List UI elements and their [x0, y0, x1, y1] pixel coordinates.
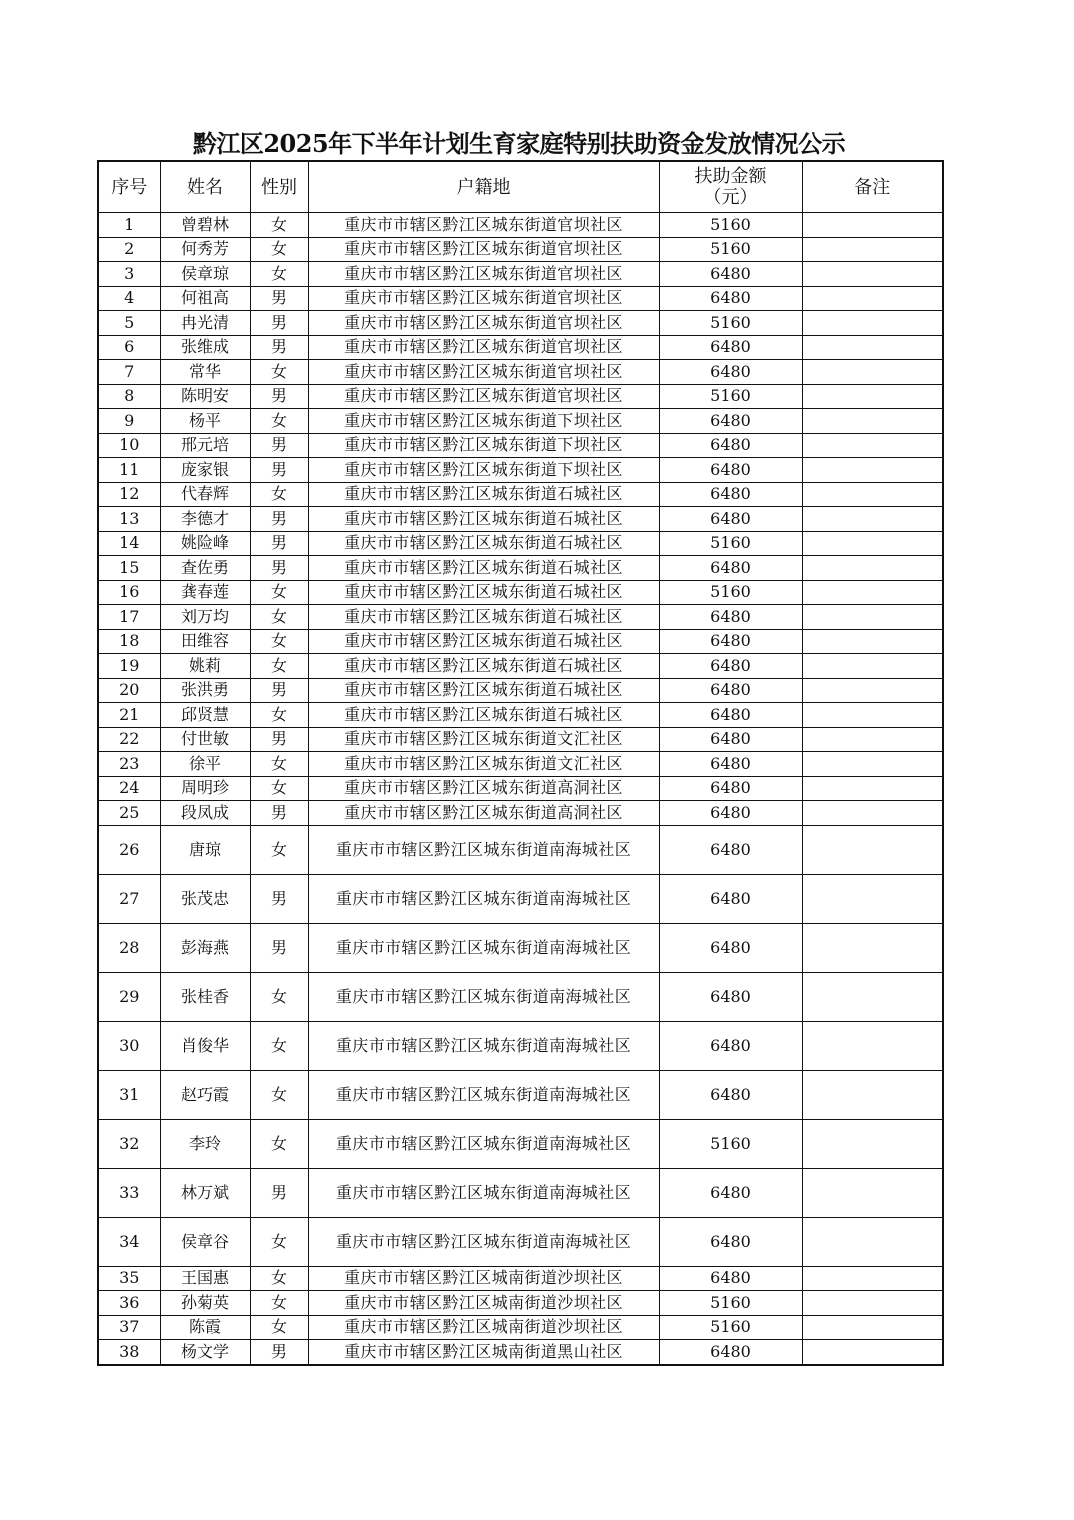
cell-remarks	[802, 825, 943, 874]
cell-gender: 女	[250, 972, 308, 1021]
cell-seq: 21	[98, 703, 160, 728]
cell-name: 孙菊英	[160, 1291, 250, 1316]
cell-seq: 25	[98, 801, 160, 826]
cell-address: 重庆市市辖区黔江区城东街道石城社区	[308, 531, 659, 556]
cell-seq: 7	[98, 360, 160, 385]
cell-seq: 30	[98, 1021, 160, 1070]
cell-seq: 18	[98, 629, 160, 654]
cell-name: 侯章琼	[160, 262, 250, 287]
cell-name: 张桂香	[160, 972, 250, 1021]
cell-gender: 女	[250, 1217, 308, 1266]
cell-seq: 13	[98, 507, 160, 532]
table-row	[98, 262, 943, 287]
cell-seq: 19	[98, 654, 160, 679]
table-row	[98, 727, 943, 752]
cell-address: 重庆市市辖区黔江区城东街道石城社区	[308, 654, 659, 679]
cell-amount: 6480	[659, 1340, 802, 1365]
cell-remarks	[802, 1070, 943, 1119]
cell-gender: 男	[250, 458, 308, 483]
table-row	[98, 556, 943, 581]
cell-address: 重庆市市辖区黔江区城东街道文汇社区	[308, 752, 659, 777]
cell-seq: 12	[98, 482, 160, 507]
cell-address: 重庆市市辖区黔江区城东街道南海城社区	[308, 1021, 659, 1070]
cell-address: 重庆市市辖区黔江区城东街道官坝社区	[308, 335, 659, 360]
table-row	[98, 801, 943, 826]
cell-remarks	[802, 629, 943, 654]
cell-remarks	[802, 801, 943, 826]
table-row	[98, 286, 943, 311]
cell-gender: 女	[250, 237, 308, 262]
table-row	[98, 703, 943, 728]
cell-seq: 4	[98, 286, 160, 311]
cell-address: 重庆市市辖区黔江区城东街道下坝社区	[308, 433, 659, 458]
cell-gender: 女	[250, 360, 308, 385]
cell-address: 重庆市市辖区黔江区城南街道黑山社区	[308, 1340, 659, 1365]
cell-name: 何祖高	[160, 286, 250, 311]
header-amount	[659, 161, 802, 213]
cell-address: 重庆市市辖区黔江区城东街道官坝社区	[308, 360, 659, 385]
cell-gender: 女	[250, 482, 308, 507]
cell-seq: 11	[98, 458, 160, 483]
table-row	[98, 1021, 943, 1070]
table-row	[98, 825, 943, 874]
cell-remarks	[802, 286, 943, 311]
cell-name: 张维成	[160, 335, 250, 360]
cell-remarks	[802, 482, 943, 507]
cell-gender: 男	[250, 874, 308, 923]
table-row	[98, 335, 943, 360]
header-gender: 性别	[250, 161, 308, 213]
cell-amount: 6480	[659, 752, 802, 777]
cell-remarks	[802, 1266, 943, 1291]
cell-remarks	[802, 923, 943, 972]
cell-remarks	[802, 1021, 943, 1070]
cell-amount: 6480	[659, 1021, 802, 1070]
table-row	[98, 654, 943, 679]
cell-gender: 男	[250, 1168, 308, 1217]
cell-name: 段凤成	[160, 801, 250, 826]
cell-seq: 15	[98, 556, 160, 581]
cell-gender: 女	[250, 752, 308, 777]
table-row	[98, 923, 943, 972]
cell-name: 陈霞	[160, 1315, 250, 1340]
table-row	[98, 213, 943, 238]
cell-address: 重庆市市辖区黔江区城东街道石城社区	[308, 556, 659, 581]
cell-seq: 22	[98, 727, 160, 752]
cell-address: 重庆市市辖区黔江区城东街道下坝社区	[308, 409, 659, 434]
table-row	[98, 776, 943, 801]
cell-name: 徐平	[160, 752, 250, 777]
cell-gender: 女	[250, 703, 308, 728]
cell-amount: 6480	[659, 556, 802, 581]
cell-gender: 女	[250, 629, 308, 654]
cell-address: 重庆市市辖区黔江区城东街道石城社区	[308, 678, 659, 703]
cell-seq: 38	[98, 1340, 160, 1365]
cell-seq: 34	[98, 1217, 160, 1266]
cell-name: 彭海燕	[160, 923, 250, 972]
cell-remarks	[802, 580, 943, 605]
cell-amount: 6480	[659, 262, 802, 287]
cell-seq: 5	[98, 311, 160, 336]
table-row	[98, 580, 943, 605]
cell-amount: 6480	[659, 433, 802, 458]
cell-gender: 男	[250, 727, 308, 752]
cell-seq: 24	[98, 776, 160, 801]
cell-name: 姚险峰	[160, 531, 250, 556]
header-name: 姓名	[160, 161, 250, 213]
cell-seq: 3	[98, 262, 160, 287]
cell-remarks	[802, 556, 943, 581]
table-row	[98, 384, 943, 409]
cell-address: 重庆市市辖区黔江区城东街道官坝社区	[308, 237, 659, 262]
table-row	[98, 237, 943, 262]
cell-name: 代春辉	[160, 482, 250, 507]
cell-name: 冉光清	[160, 311, 250, 336]
cell-gender: 男	[250, 286, 308, 311]
table-row	[98, 972, 943, 1021]
cell-amount: 6480	[659, 409, 802, 434]
table-row	[98, 409, 943, 434]
cell-address: 重庆市市辖区黔江区城东街道文汇社区	[308, 727, 659, 752]
cell-seq: 6	[98, 335, 160, 360]
cell-remarks	[802, 335, 943, 360]
table-row	[98, 531, 943, 556]
table-row	[98, 507, 943, 532]
cell-amount: 5160	[659, 237, 802, 262]
cell-gender: 女	[250, 580, 308, 605]
cell-name: 常华	[160, 360, 250, 385]
cell-remarks	[802, 507, 943, 532]
cell-name: 林万斌	[160, 1168, 250, 1217]
cell-address: 重庆市市辖区黔江区城东街道高洞社区	[308, 801, 659, 826]
cell-address: 重庆市市辖区黔江区城东街道南海城社区	[308, 923, 659, 972]
cell-amount: 6480	[659, 507, 802, 532]
cell-remarks	[802, 605, 943, 630]
cell-remarks	[802, 531, 943, 556]
cell-address: 重庆市市辖区黔江区城东街道官坝社区	[308, 262, 659, 287]
cell-gender: 女	[250, 776, 308, 801]
cell-gender: 女	[250, 605, 308, 630]
cell-remarks	[802, 972, 943, 1021]
cell-amount: 6480	[659, 1266, 802, 1291]
cell-address: 重庆市市辖区黔江区城南街道沙坝社区	[308, 1315, 659, 1340]
cell-seq: 2	[98, 237, 160, 262]
cell-seq: 17	[98, 605, 160, 630]
cell-amount: 6480	[659, 605, 802, 630]
cell-name: 何秀芳	[160, 237, 250, 262]
cell-address: 重庆市市辖区黔江区城东街道石城社区	[308, 629, 659, 654]
cell-gender: 女	[250, 213, 308, 238]
cell-amount: 6480	[659, 360, 802, 385]
table-row	[98, 1266, 943, 1291]
cell-amount: 5160	[659, 384, 802, 409]
table-row	[98, 1315, 943, 1340]
cell-gender: 女	[250, 825, 308, 874]
cell-address: 重庆市市辖区黔江区城东街道南海城社区	[308, 972, 659, 1021]
cell-name: 田维容	[160, 629, 250, 654]
table-row	[98, 605, 943, 630]
cell-name: 刘万均	[160, 605, 250, 630]
cell-remarks	[802, 1291, 943, 1316]
cell-seq: 26	[98, 825, 160, 874]
cell-gender: 男	[250, 801, 308, 826]
cell-name: 唐琼	[160, 825, 250, 874]
cell-amount: 6480	[659, 1168, 802, 1217]
cell-remarks	[802, 433, 943, 458]
cell-seq: 37	[98, 1315, 160, 1340]
header-amount-line1: 扶助金额	[694, 166, 767, 187]
table-row	[98, 1217, 943, 1266]
cell-name: 李玲	[160, 1119, 250, 1168]
cell-amount: 5160	[659, 1291, 802, 1316]
cell-gender: 男	[250, 384, 308, 409]
table-row	[98, 311, 943, 336]
cell-amount: 5160	[659, 1315, 802, 1340]
cell-amount: 6480	[659, 776, 802, 801]
cell-gender: 女	[250, 1266, 308, 1291]
cell-seq: 14	[98, 531, 160, 556]
cell-seq: 29	[98, 972, 160, 1021]
cell-address: 重庆市市辖区黔江区城东街道南海城社区	[308, 1217, 659, 1266]
document-title: 黔江区2025年下半年计划生育家庭特别扶助资金发放情况公示	[192, 129, 846, 158]
cell-address: 重庆市市辖区黔江区城东街道官坝社区	[308, 384, 659, 409]
cell-amount: 6480	[659, 801, 802, 826]
table-body	[98, 213, 943, 1365]
cell-remarks	[802, 776, 943, 801]
cell-gender: 男	[250, 556, 308, 581]
cell-gender: 女	[250, 1119, 308, 1168]
cell-remarks	[802, 1340, 943, 1365]
table-row	[98, 458, 943, 483]
cell-remarks	[802, 213, 943, 238]
cell-amount: 6480	[659, 703, 802, 728]
cell-address: 重庆市市辖区黔江区城东街道石城社区	[308, 703, 659, 728]
cell-gender: 女	[250, 1021, 308, 1070]
cell-name: 张洪勇	[160, 678, 250, 703]
cell-address: 重庆市市辖区黔江区城东街道南海城社区	[308, 1119, 659, 1168]
cell-amount: 6480	[659, 286, 802, 311]
cell-remarks	[802, 409, 943, 434]
cell-seq: 35	[98, 1266, 160, 1291]
cell-gender: 女	[250, 1315, 308, 1340]
cell-remarks	[802, 654, 943, 679]
cell-remarks	[802, 727, 943, 752]
table-row	[98, 1168, 943, 1217]
table-row	[98, 433, 943, 458]
cell-gender: 男	[250, 433, 308, 458]
cell-amount: 6480	[659, 482, 802, 507]
cell-seq: 16	[98, 580, 160, 605]
table-row	[98, 629, 943, 654]
cell-address: 重庆市市辖区黔江区城东街道官坝社区	[308, 286, 659, 311]
cell-name: 龚春莲	[160, 580, 250, 605]
cell-amount: 6480	[659, 1070, 802, 1119]
cell-name: 陈明安	[160, 384, 250, 409]
cell-remarks	[802, 678, 943, 703]
cell-remarks	[802, 311, 943, 336]
cell-amount: 6480	[659, 727, 802, 752]
cell-remarks	[802, 703, 943, 728]
cell-seq: 31	[98, 1070, 160, 1119]
header-address: 户籍地	[308, 161, 659, 213]
cell-amount: 6480	[659, 335, 802, 360]
cell-address: 重庆市市辖区黔江区城东街道官坝社区	[308, 311, 659, 336]
table-row	[98, 678, 943, 703]
cell-address: 重庆市市辖区黔江区城东街道高洞社区	[308, 776, 659, 801]
cell-gender: 女	[250, 1070, 308, 1119]
cell-seq: 8	[98, 384, 160, 409]
table-row	[98, 752, 943, 777]
cell-amount: 6480	[659, 678, 802, 703]
cell-seq: 33	[98, 1168, 160, 1217]
cell-seq: 28	[98, 923, 160, 972]
header-seq: 序号	[98, 161, 160, 213]
cell-name: 周明珍	[160, 776, 250, 801]
cell-remarks	[802, 360, 943, 385]
cell-name: 邱贤慧	[160, 703, 250, 728]
cell-amount: 6480	[659, 825, 802, 874]
cell-amount: 6480	[659, 972, 802, 1021]
cell-name: 杨平	[160, 409, 250, 434]
table-header-row	[98, 161, 943, 213]
cell-seq: 23	[98, 752, 160, 777]
cell-remarks	[802, 874, 943, 923]
cell-name: 庞家银	[160, 458, 250, 483]
cell-amount: 5160	[659, 1119, 802, 1168]
cell-address: 重庆市市辖区黔江区城东街道南海城社区	[308, 1168, 659, 1217]
cell-name: 杨文学	[160, 1340, 250, 1365]
cell-name: 李德才	[160, 507, 250, 532]
cell-gender: 女	[250, 262, 308, 287]
cell-remarks	[802, 1217, 943, 1266]
cell-remarks	[802, 262, 943, 287]
cell-remarks	[802, 1168, 943, 1217]
cell-amount: 6480	[659, 654, 802, 679]
table-row	[98, 1070, 943, 1119]
cell-gender: 男	[250, 923, 308, 972]
cell-seq: 36	[98, 1291, 160, 1316]
subsidy-table	[97, 160, 944, 1366]
cell-address: 重庆市市辖区黔江区城东街道石城社区	[308, 482, 659, 507]
cell-seq: 20	[98, 678, 160, 703]
cell-seq: 9	[98, 409, 160, 434]
cell-seq: 10	[98, 433, 160, 458]
table-row	[98, 874, 943, 923]
cell-remarks	[802, 752, 943, 777]
cell-seq: 27	[98, 874, 160, 923]
cell-name: 姚莉	[160, 654, 250, 679]
cell-amount: 5160	[659, 531, 802, 556]
cell-gender: 男	[250, 507, 308, 532]
cell-address: 重庆市市辖区黔江区城南街道沙坝社区	[308, 1266, 659, 1291]
cell-gender: 男	[250, 678, 308, 703]
cell-seq: 32	[98, 1119, 160, 1168]
cell-address: 重庆市市辖区黔江区城东街道下坝社区	[308, 458, 659, 483]
cell-remarks	[802, 237, 943, 262]
cell-name: 邢元培	[160, 433, 250, 458]
cell-remarks	[802, 384, 943, 409]
cell-address: 重庆市市辖区黔江区城东街道南海城社区	[308, 874, 659, 923]
cell-name: 查佐勇	[160, 556, 250, 581]
cell-remarks	[802, 1119, 943, 1168]
cell-name: 赵巧霞	[160, 1070, 250, 1119]
table-row	[98, 1291, 943, 1316]
cell-amount: 5160	[659, 213, 802, 238]
cell-amount: 6480	[659, 923, 802, 972]
cell-amount: 6480	[659, 629, 802, 654]
cell-gender: 男	[250, 531, 308, 556]
cell-address: 重庆市市辖区黔江区城东街道石城社区	[308, 507, 659, 532]
cell-seq: 1	[98, 213, 160, 238]
cell-gender: 男	[250, 335, 308, 360]
cell-name: 付世敏	[160, 727, 250, 752]
cell-gender: 男	[250, 1340, 308, 1365]
table-row	[98, 1340, 943, 1365]
cell-address: 重庆市市辖区黔江区城南街道沙坝社区	[308, 1291, 659, 1316]
cell-gender: 女	[250, 1291, 308, 1316]
cell-name: 曾碧林	[160, 213, 250, 238]
cell-name: 侯章谷	[160, 1217, 250, 1266]
cell-address: 重庆市市辖区黔江区城东街道石城社区	[308, 605, 659, 630]
cell-name: 王国惠	[160, 1266, 250, 1291]
cell-name: 肖俊华	[160, 1021, 250, 1070]
cell-amount: 6480	[659, 874, 802, 923]
cell-address: 重庆市市辖区黔江区城东街道南海城社区	[308, 1070, 659, 1119]
cell-remarks	[802, 1315, 943, 1340]
cell-gender: 女	[250, 654, 308, 679]
cell-address: 重庆市市辖区黔江区城东街道官坝社区	[308, 213, 659, 238]
cell-gender: 男	[250, 311, 308, 336]
cell-amount: 5160	[659, 580, 802, 605]
table-row	[98, 482, 943, 507]
table-row	[98, 360, 943, 385]
cell-amount: 6480	[659, 1217, 802, 1266]
cell-amount: 6480	[659, 458, 802, 483]
cell-name: 张茂忠	[160, 874, 250, 923]
header-remarks: 备注	[802, 161, 943, 213]
cell-remarks	[802, 458, 943, 483]
cell-gender: 女	[250, 409, 308, 434]
cell-address: 重庆市市辖区黔江区城东街道石城社区	[308, 580, 659, 605]
cell-amount: 5160	[659, 311, 802, 336]
cell-address: 重庆市市辖区黔江区城东街道南海城社区	[308, 825, 659, 874]
table-row	[98, 1119, 943, 1168]
header-amount-line2: （元）	[703, 187, 758, 208]
